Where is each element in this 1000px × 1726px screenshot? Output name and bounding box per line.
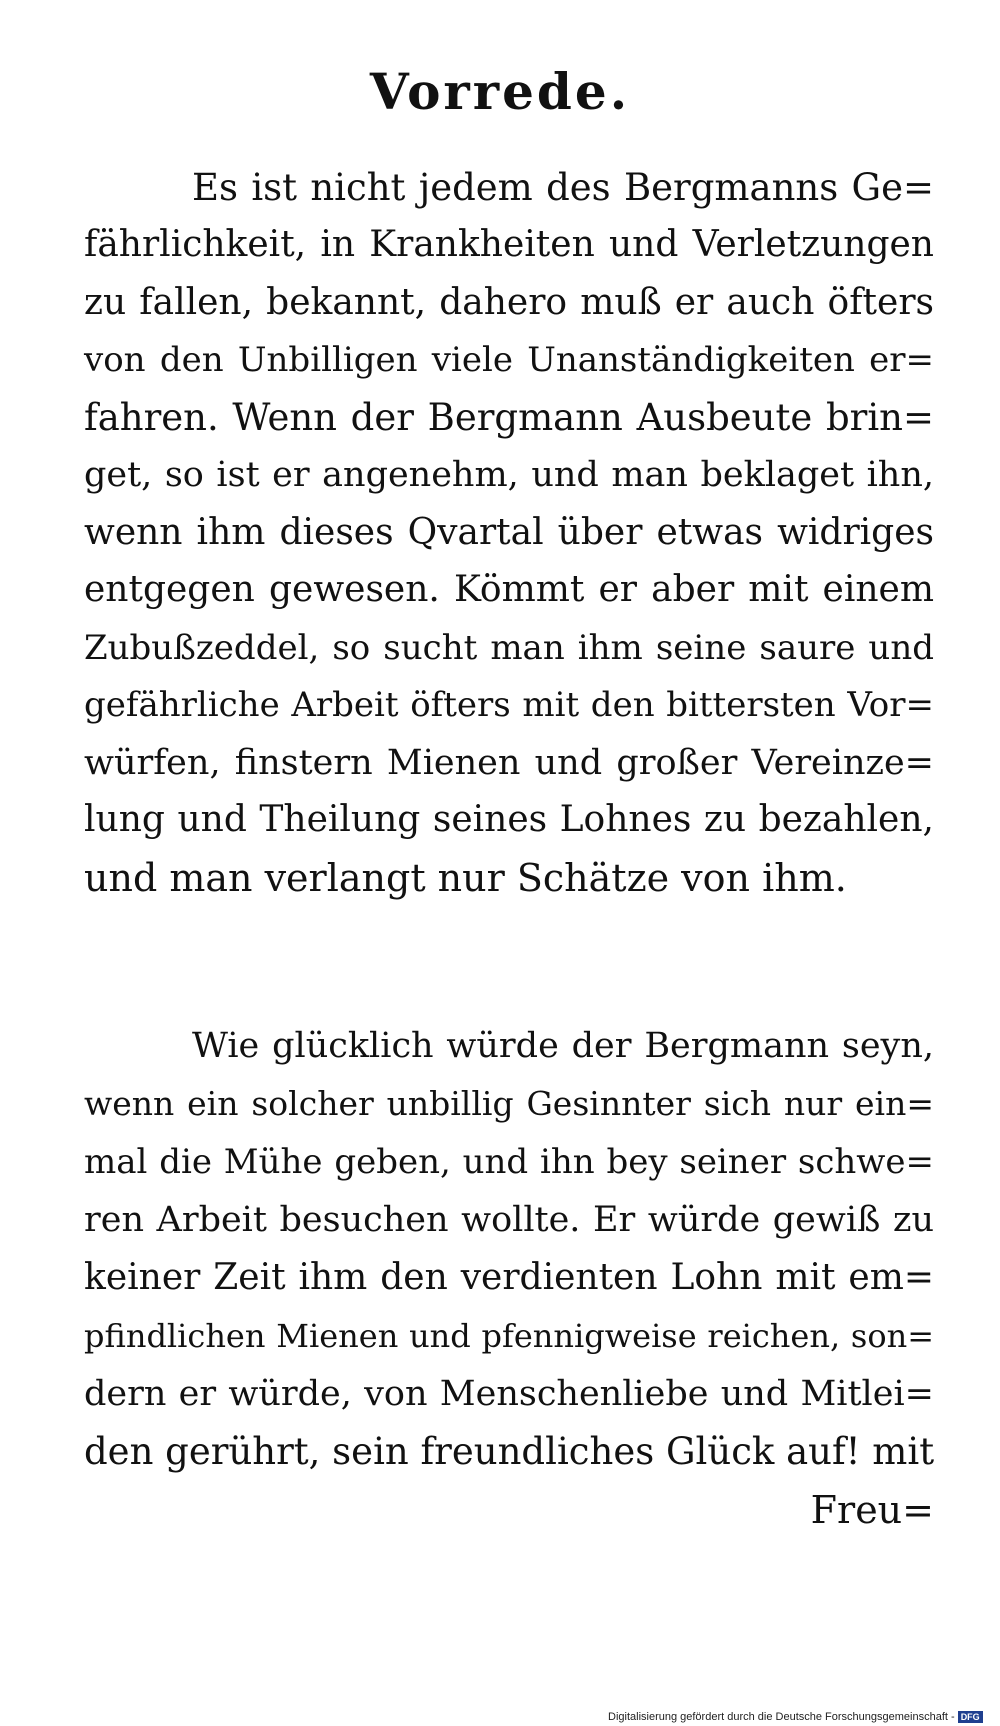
text-line: und man verlangt nur Schätze von ihm.: [84, 856, 847, 900]
text-line: würfen, finstern Mienen und großer Vereinze=: [84, 743, 934, 783]
text-line: lung und Theilung seines Lohnes zu bezahlen,: [84, 799, 934, 840]
text-line: wenn ein solcher unbillig Gesinnter sich nur ein=: [84, 1084, 934, 1123]
text-line: ren Arbeit besuchen wollte. Er würde gewiß zu: [84, 1200, 934, 1240]
text-line: entgegen gewesen. Kömmt er aber mit einem: [84, 569, 934, 610]
text-line: gefährliche Arbeit öfters mit den bittersten Vor=: [84, 685, 934, 725]
text-line: mal die Mühe geben, und ihn bey seiner schwe=: [84, 1142, 934, 1182]
text-line: dern er würde, von Menschenliebe und Mitlei=: [84, 1374, 934, 1414]
credit-text: Digitalisierung gefördert durch die Deutsche Forschungsgemeinschaft -: [608, 1711, 955, 1723]
text-line: wenn ihm dieses Qvartal über etwas widriges: [84, 512, 934, 553]
text-line: zu fallen, bekannt, dahero muß er auch öfters: [84, 282, 934, 323]
text-line: get, so ist er angenehm, und man beklaget ihn,: [84, 455, 934, 495]
text-line: pfindlichen Mienen und pfennigweise reichen, son=: [84, 1317, 934, 1355]
text-line: Zubußzeddel, so sucht man ihm seine saure und: [84, 628, 934, 668]
page-title: Vorrede.: [369, 62, 631, 121]
text-line: Es ist nicht jedem des Bergmanns Ge=: [192, 166, 934, 209]
catchword: Freu=: [810, 1488, 934, 1532]
text-line: fährlichkeit, in Krankheiten und Verletzungen: [84, 224, 934, 265]
digitization-credit: [608, 1710, 983, 1724]
dfg-logo-icon: DFG: [958, 1711, 983, 1723]
text-line: keiner Zeit ihm den verdienten Lohn mit em=: [84, 1257, 934, 1298]
text-line: den gerührt, sein freundliches Glück auf! mit: [84, 1430, 935, 1473]
text-line: fahren. Wenn der Bergmann Ausbeute brin=: [84, 396, 934, 439]
text-line: von den Unbilligen viele Unanständigkeiten er=: [84, 340, 934, 380]
text-line: Wie glücklich würde der Bergmann seyn,: [192, 1026, 934, 1066]
